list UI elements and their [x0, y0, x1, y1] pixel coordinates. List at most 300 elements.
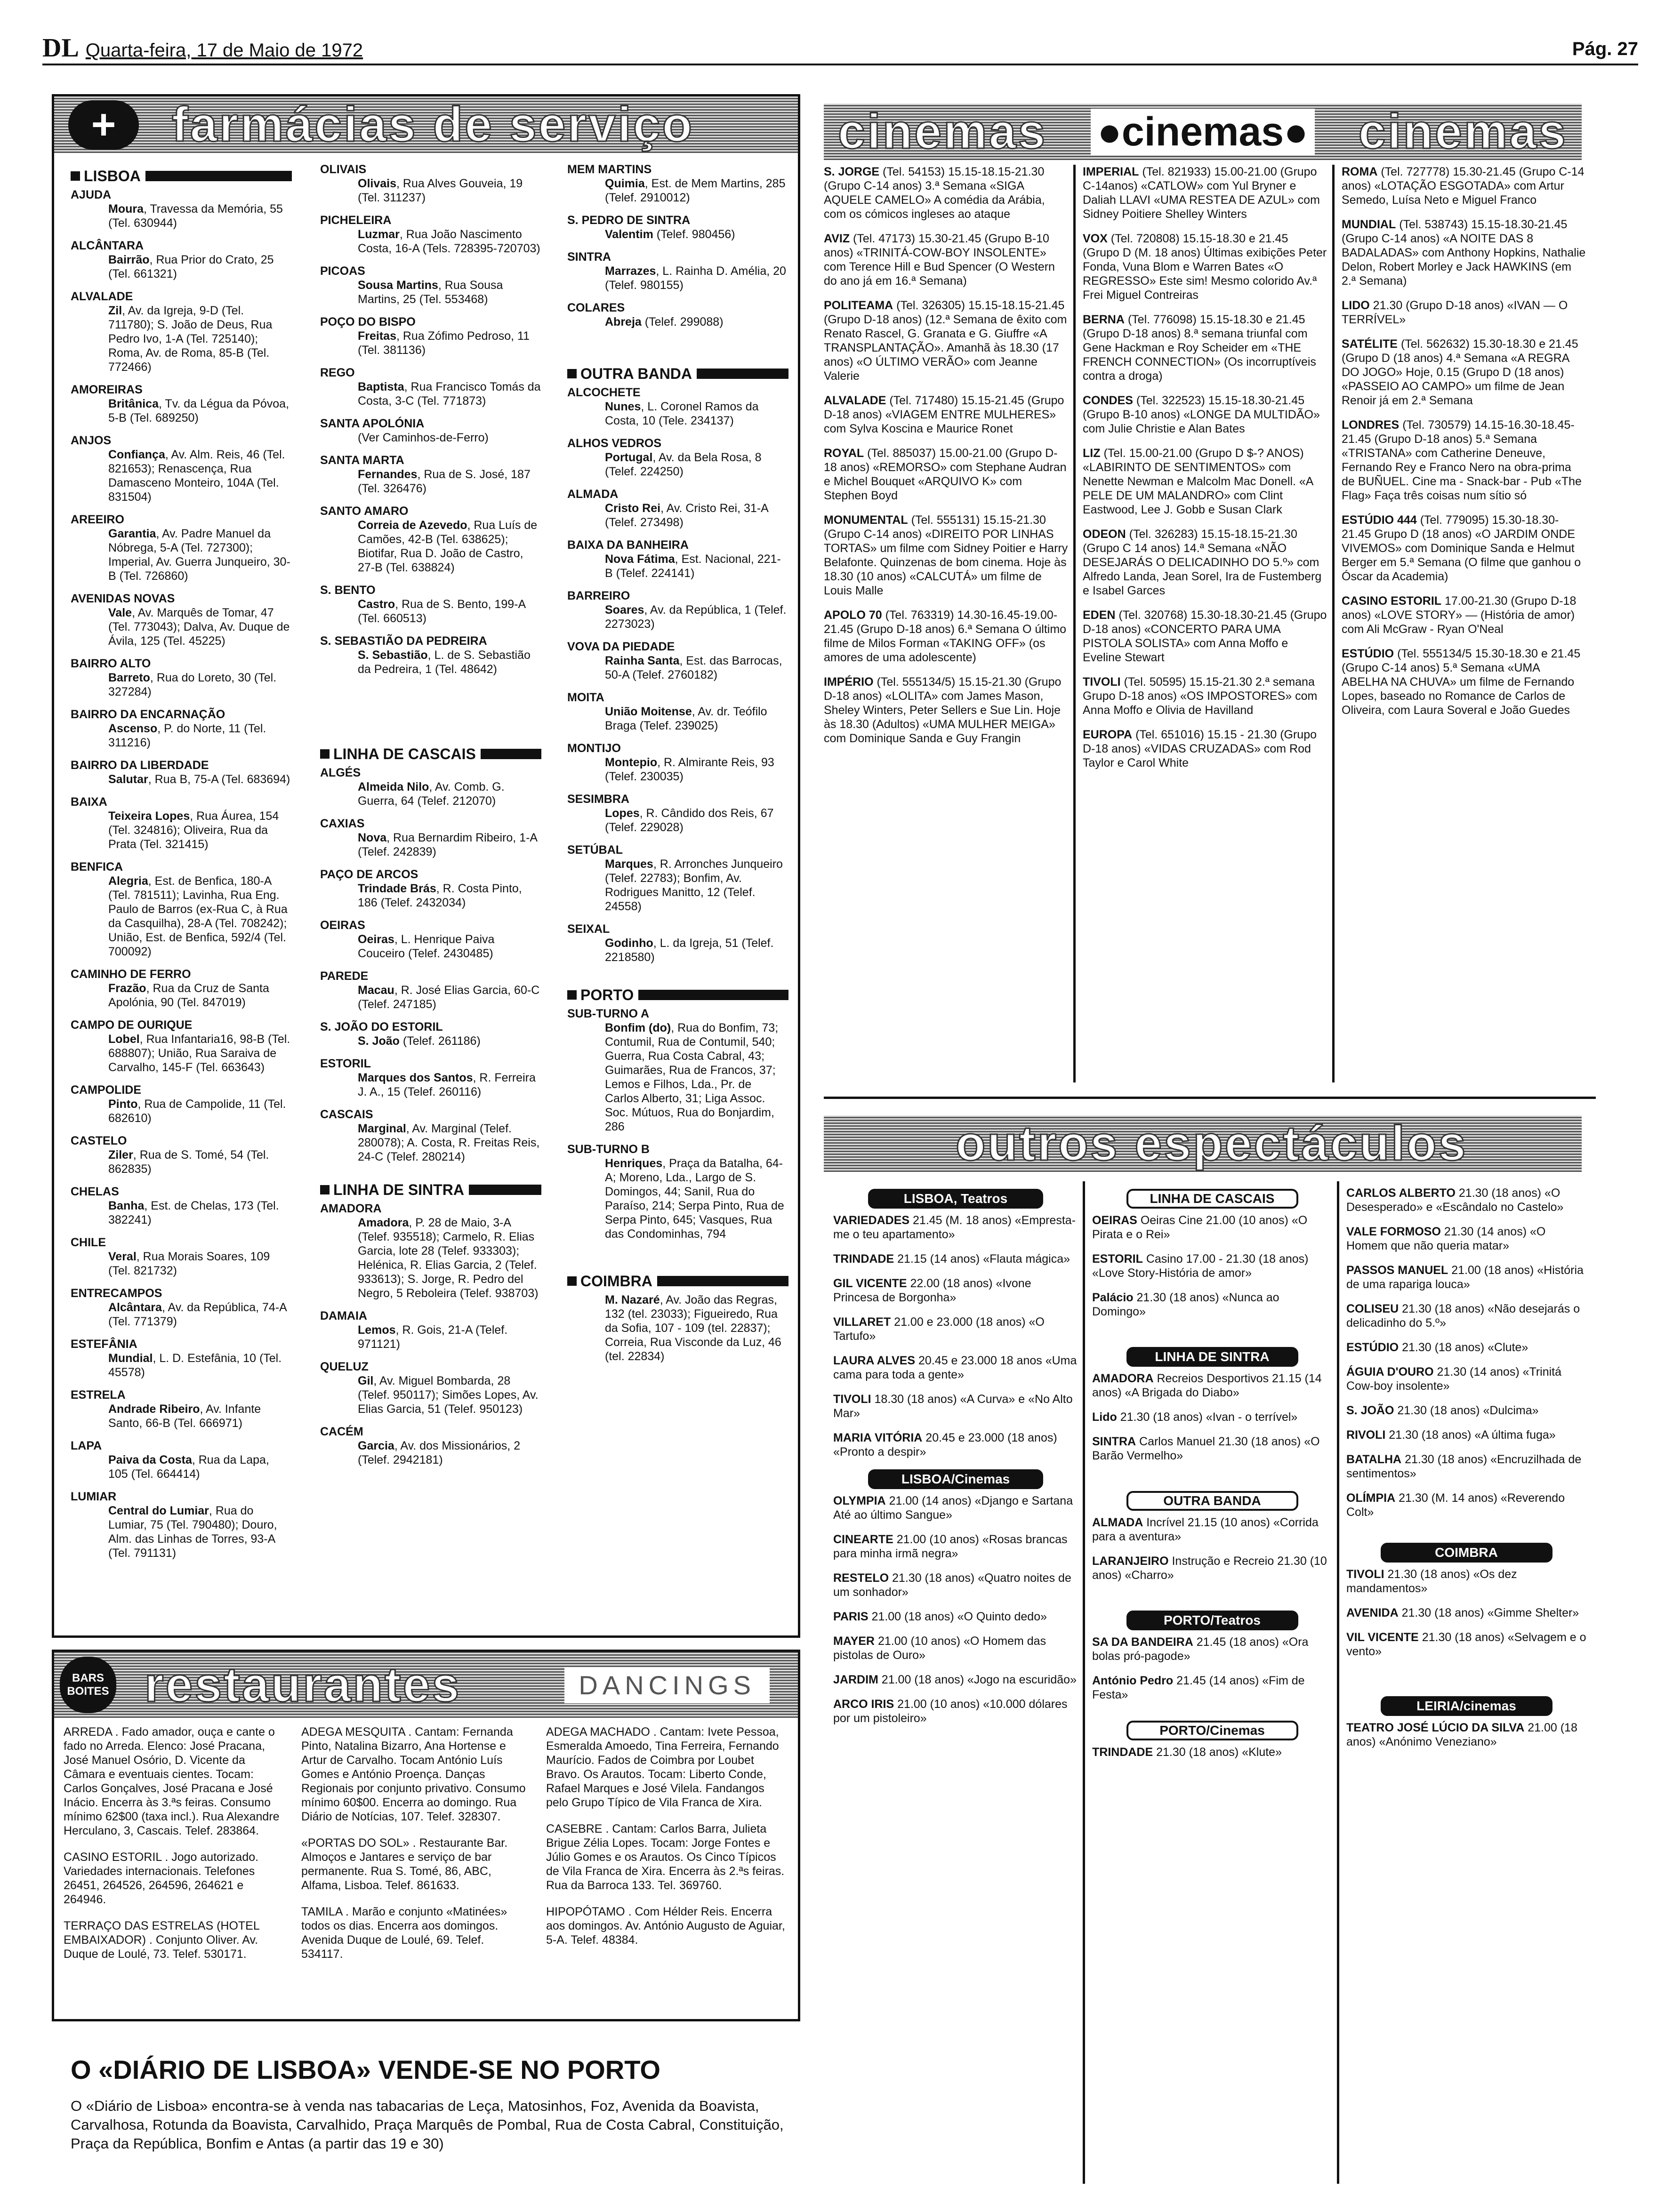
venue-name: ESTÚDIO: [1346, 1341, 1399, 1354]
pharmacy-detail: [71, 772, 292, 786]
locality: S. BENTO: [320, 584, 376, 597]
pharmacy-entry: [71, 758, 292, 786]
pharmacy-detail: [320, 467, 541, 496]
pharmacy-detail: [320, 831, 541, 859]
pharmacy-address: , Av. dos Missionários, 2 (Telef. 2942181): [358, 1439, 521, 1467]
listing-detail: 21.00 (18 anos) «Anónimo Veneziano»: [1346, 1721, 1577, 1748]
listing-detail: 21.30 (18 anos) «Quatro noites de um sonhador»: [833, 1571, 1071, 1599]
venue-name: António Pedro: [1092, 1674, 1174, 1687]
locality: SUB-TURNO A: [567, 1007, 650, 1020]
listing-detail: . Cantam: Fernanda Pinto, Natalina Bizarro, Ana Hortense e Artur de Carvalho. Tocam António Luís Gomes e António Proença. Danças Regionais por conjunto privativo. Consumo mínimo 60$00. Encerra ao domingo. Rua Diário de Notícias, 107. Telef. 328307.: [301, 1725, 526, 1823]
pharmacy-address: , Rua de S. Bento, 199-A (Tel. 660513): [358, 598, 525, 625]
pharmacy-name: Alegria: [108, 874, 148, 888]
listing-entry: [301, 1905, 527, 1961]
label-lisboa-teatros: LISBOA, Teatros: [868, 1189, 1043, 1209]
listing-entry: [1083, 313, 1327, 383]
locality: REGO: [320, 366, 355, 379]
pharmacy-name: Barreto: [108, 671, 150, 684]
locality: SANTA MARTA: [320, 454, 404, 467]
venue-name: VIL VICENTE: [1346, 1631, 1419, 1644]
pharmacy-detail: [567, 315, 788, 329]
pharmacy-address: , Av. Cristo Rei, 31-A (Telef. 273498): [605, 502, 768, 529]
pharmacy-name: Paiva da Costa: [108, 1453, 192, 1467]
pharmacy-address: (Telef. 261186): [399, 1034, 481, 1048]
pharmacy-entry: [567, 250, 788, 292]
pharmacy-address: , L. Henrique Paiva Couceiro (Telef. 2430485): [358, 933, 495, 960]
pharmacy-entry: [567, 538, 788, 580]
venue-name: POLITEAMA: [824, 299, 893, 312]
venue-name: JARDIM: [833, 1673, 878, 1686]
pharmacy-name: Confiança: [108, 448, 165, 461]
listing-entry: [1342, 165, 1586, 207]
listing-detail: (Tel. 763319) 14.30-16.45-19.00-21.45 (Grupo D-18 anos) 6.ª Semana O último filme de Milos Forman «TAKING OFF» (os amores de uma adolescente): [824, 609, 1067, 664]
pharmacy-entry: [71, 1490, 292, 1560]
pharmacy-address: , Rua Infantaria16, 98-B (Tel. 688807); União, Rua Saraiva de Carvalho, 145-F (Tel. 663643): [108, 1033, 290, 1074]
pharmacy-entry: [71, 707, 292, 750]
listing-entry: [1342, 337, 1586, 408]
divider: [1083, 1181, 1085, 2184]
venue-name: TRINDADE: [833, 1252, 894, 1266]
listing-detail: . Cantam: Carlos Barra, Julieta Brigue Zélia Lopes. Tocam: Jorge Fontes e Júlio Gomes e os Arautos. Os Cinco Típicos de Vila Franca de Xira. Encerra às 2.ªs feiras. Rua da Barroca 133. Tel. 369760.: [546, 1822, 785, 1892]
listing-entry: [824, 298, 1069, 383]
pharmacy-entry: [567, 589, 788, 631]
venue-name: VOX: [1083, 232, 1108, 245]
venue-name: TERRAÇO DAS ESTRELAS (HOTEL EMBAIXADOR): [64, 1919, 259, 1947]
listing-entry: [833, 1532, 1078, 1561]
venue-name: ESTÚDIO 444: [1342, 513, 1417, 527]
listing-entry: [64, 1919, 285, 1961]
listing-detail: (Tel. 47173) 15.30-21.45 (Grupo B-10 anos) «TRINITÁ-COW-BOY INSOLENTE» com Terence Hill e Bud Spencer (O Western do ano já em 16.ª Semana): [824, 232, 1055, 288]
pharmacy-entry: [320, 583, 541, 625]
listing-entry: [1342, 418, 1586, 503]
venue-name: IMPERIAL: [1083, 165, 1139, 178]
locality: AREEIRO: [71, 513, 124, 526]
pharmacy-name: Amadora: [358, 1216, 409, 1229]
listing-entry: [1342, 513, 1586, 584]
pharmacy-address: , Est. das Barrocas, 50-A (Telef. 2760182): [605, 654, 782, 681]
listing-detail: (Tel. 821933) 15.00-21.00 (Grupo C-14anos) «CATLOW» com Yul Bryner e Daliah LLAVI «UMA RESTEA DE AZUL» com Sidney Poitiere Shelley Winters: [1083, 165, 1320, 221]
venue-name: MAYER: [833, 1635, 875, 1648]
pharmacy-name: Castro: [358, 598, 395, 611]
locality: SINTRA: [567, 250, 611, 264]
pharmacy-detail: [320, 329, 541, 357]
pharmacy-detail: [567, 857, 788, 914]
pharmacy-address: , Rua Zófimo Pedroso, 11 (Tel. 381136): [358, 329, 530, 357]
pharmacy-entry: [320, 766, 541, 808]
cinemas-col-3: [1342, 165, 1586, 728]
pharmacy-detail: [71, 527, 292, 583]
listing-detail: 21.00 (10 anos) «O Homem das pistolas de Ouro»: [833, 1635, 1046, 1662]
pharmacy-address: , Rua Prior do Crato, 25 (Tel. 661321): [108, 253, 274, 281]
pharmacy-address: , Rua do Lumiar, 75 (Tel. 790480); Douro, Alm. das Linhas de Torres, 93-A (Tel. 791131): [108, 1504, 277, 1560]
pharmacy-address: , Rua João Nascimento Costa, 16-A (Tels. 728395-720703): [358, 228, 540, 255]
pharmacy-address: , R. Arronches Junqueiro (Telef. 22783); Bonfim, Av. Rodrigues Manitto, 12 (Telef. 24558): [605, 858, 783, 913]
venue-name: ESTORIL: [1092, 1252, 1143, 1266]
pharmacy-name: Cristo Rei: [605, 502, 661, 515]
venue-name: TIVOLI: [833, 1393, 871, 1406]
venue-name: TEATRO JOSÉ LÚCIO DA SILVA: [1346, 1721, 1525, 1734]
listing-detail: 21.30 (18 anos) «Encruzilhada de sentimentos»: [1346, 1453, 1582, 1480]
pharmacy-detail: [320, 780, 541, 808]
pharmacy-address: , Est. de Mem Martins, 285 (Telef. 2910012): [605, 177, 786, 204]
venue-name: AMADORA: [1092, 1372, 1154, 1385]
venue-name: OLÍMPIA: [1346, 1491, 1396, 1505]
section-coimbra: COIMBRA: [567, 1274, 788, 1288]
pharmacy-name: S. João: [358, 1034, 400, 1048]
listing-detail: (Tel. 322523) 15.15-18.30-21.45 (Grupo B-10 anos) «LONGE DA MULTIDÃO» com Julie Christie e Alan Bates: [1083, 394, 1320, 435]
pharmacy-name: Vale: [108, 606, 132, 619]
pharmacy-entry: [567, 843, 788, 914]
pharmacy-entry: [71, 795, 292, 851]
listing-detail: 21.30 (18 anos) «Selvagem e o vento»: [1346, 1631, 1586, 1658]
restaurantes-title: restaurantes: [145, 1657, 461, 1712]
locality: ALCÂNTARA: [71, 239, 144, 252]
pharmacy-entry: [320, 1360, 541, 1416]
pharmacy-entry: [320, 1057, 541, 1099]
pharmacy-address: , L. D. Estefânia, 10 (Tel. 45578): [108, 1352, 282, 1379]
locality: BAIRRO DA LIBERDADE: [71, 759, 209, 772]
pharmacy-name: Abreja: [605, 315, 642, 329]
listing-entry: [833, 1634, 1078, 1662]
outros-header: [824, 1115, 1582, 1172]
listing-detail: Casino 17.00 - 21.30 (18 anos) «Love Story-História de amor»: [1092, 1252, 1309, 1280]
listing-detail: 21.30 (Grupo D-18 anos) «IVAN — O TERRÍVEL»: [1342, 299, 1568, 326]
listing-entry: [824, 608, 1069, 665]
pharmacy-entry: [567, 922, 788, 964]
pharmacy-name: Ziler: [108, 1148, 133, 1162]
listing-detail: 21.00 (10 anos) «10.000 dólares por um pistoleiro»: [833, 1698, 1068, 1725]
venue-name: Palácio: [1092, 1291, 1134, 1304]
listing-entry: [833, 1697, 1078, 1725]
locality: LAPA: [71, 1439, 102, 1452]
locality: AVENIDAS NOVAS: [71, 592, 175, 605]
listing-detail: Instrução e Recreio 21.30 (10 anos) «Charro»: [1092, 1555, 1327, 1582]
locality: VOVA DA PIEDADE: [567, 640, 675, 653]
pharmacy-detail: [567, 264, 788, 292]
pharmacy-detail: [320, 1034, 541, 1048]
listing-detail: 21.45 (18 anos) «Ora bolas pró-pagode»: [1092, 1635, 1309, 1663]
listing-entry: [824, 165, 1069, 221]
label-coimbra: COIMBRA: [1381, 1543, 1552, 1563]
locality: BAIRRO DA ENCARNAÇÃO: [71, 708, 225, 721]
masthead-rule: [42, 64, 1638, 65]
pharmacy-entry: [567, 1007, 788, 1134]
notice-text: O «Diário de Lisboa» encontra-se à venda nas tabacarias de Leça, Matosinhos, Foz, Avenida da Boavista, Carvalhosa, Rotunda da Boavista, Carvalhido, Praça Marquês de Pombal, Rua de Costa Cabral, Constituição, Praça da República, Bonfim e Antas (a partir das 19 e 30): [71, 2098, 784, 2152]
pharmacy-detail: [320, 882, 541, 910]
outros-col-3: [1346, 1186, 1586, 1759]
listing-entry: [546, 1905, 786, 1947]
pharmacy-detail: [320, 983, 541, 1011]
listing-entry: [1092, 1674, 1332, 1702]
venue-name: LIZ: [1083, 447, 1101, 460]
venue-name: VILLARET: [833, 1315, 891, 1329]
pharmacy-detail: [71, 202, 292, 230]
pharmacy-entry: [71, 1185, 292, 1227]
listing-entry: [1083, 232, 1327, 302]
venue-name: RESTELO: [833, 1571, 889, 1585]
pharmacy-name: Henriques: [605, 1157, 663, 1170]
locality: S. PEDRO DE SINTRA: [567, 214, 691, 227]
pharmacy-address: , Rua de Campolide, 11 (Tel. 682610): [108, 1098, 286, 1125]
listing-detail: 21.00 (10 anos) «Rosas brancas para minha irmã negra»: [833, 1533, 1068, 1560]
pharmacy-address: , Rua Alves Gouveia, 19 (Tel. 311237): [358, 177, 523, 204]
listing-detail: 21.30 (18 anos) «Nunca ao Domingo»: [1092, 1291, 1279, 1318]
listing-detail: (Tel. 730579) 14.15-16.30-18.45-21.45 (Grupo D-18 anos) 5.ª Semana «TRISTANA» com Catherine Deneuve, Fernando Rey e Franco Nero na obra-prima de BUÑUEL. Cine ma - Snack-bar - Pub «The Flag» Faça três coisas num sítio só: [1342, 418, 1582, 502]
pharmacy-entry: [320, 315, 541, 357]
pharmacy-name: Nova: [358, 831, 387, 844]
locality: OEIRAS: [320, 919, 365, 932]
farmacias-col-3: [567, 162, 788, 1372]
pharmacy-detail: [71, 1300, 292, 1329]
pharmacy-address: , Av. Marginal (Telef. 280078); A. Costa, R. Freitas Reis, 24-C (Telef. 280214): [358, 1122, 540, 1163]
listing-detail: (Tel. 50595) 15.15-21.30 2.ª semana Grupo D-18 anos) «OS IMPOSTORES» com Anna Moffo e Olivia de Havilland: [1083, 675, 1318, 717]
listing-detail: Carlos Manuel 21.30 (18 anos) «O Barão Vermelho»: [1092, 1435, 1320, 1462]
locality: ALVALADE: [71, 290, 133, 303]
listing-detail: 21.30 (18 anos) «Gimme Shelter»: [1401, 1606, 1579, 1619]
pharmacy-name: Marques dos Santos: [358, 1071, 473, 1084]
listing-entry: [1092, 1515, 1332, 1544]
locality: SESIMBRA: [567, 793, 629, 806]
farmacias-col-2: [320, 162, 541, 1475]
listing-entry: [1346, 1365, 1586, 1393]
locality: SETÚBAL: [567, 843, 623, 857]
venue-name: SA DA BANDEIRA: [1092, 1635, 1193, 1649]
pharmacy-detail: [71, 1453, 292, 1481]
pharmacy-address: , R. Almirante Reis, 93 (Telef. 230035): [605, 756, 774, 783]
pharmacy-name: Britânica: [108, 397, 159, 410]
listing-entry: [1092, 1745, 1332, 1759]
venue-name: ALVALADE: [824, 394, 886, 407]
pharmacy-entry: [71, 188, 292, 230]
locality: S. SEBASTIÃO DA PEDREIRA: [320, 634, 487, 648]
venue-name: ADEGA MACHADO: [546, 1725, 650, 1739]
venue-name: ALMADA: [1092, 1516, 1143, 1529]
locality: ALCOCHETE: [567, 386, 641, 399]
pharmacy-address: , Rua B, 75-A (Tel. 683694): [148, 773, 290, 786]
listing-detail: 21.30 (M. 14 anos) «Reverendo Colt»: [1346, 1491, 1565, 1519]
venue-name: AVIZ: [824, 232, 850, 245]
listing-entry: [833, 1315, 1078, 1343]
pharmacy-detail: [320, 597, 541, 625]
pharmacy-address: , Av. Comb. G. Guerra, 64 (Telef. 212070): [358, 780, 505, 808]
divider: [1337, 1181, 1339, 2184]
listing-detail: 21.30 (18 anos) «Dulcima»: [1397, 1404, 1539, 1417]
listing-entry: [824, 232, 1069, 288]
pharmacy-address: , R. Gois, 21-A (Telef. 971121): [358, 1323, 508, 1351]
pharmacy-address: , Rua da Lapa, 105 (Tel. 664414): [108, 1453, 269, 1481]
locality: ESTRELA: [71, 1388, 126, 1402]
listing-detail: 21.15 (14 anos) «Flauta mágica»: [897, 1252, 1070, 1266]
locality: BAIXA DA BANHEIRA: [567, 538, 689, 552]
pharmacy-name: Garantia: [108, 527, 156, 540]
pharmacy-detail: [567, 400, 788, 428]
listing-detail: . Fado amador, ouça e cante o fado no Arreda. Elenco: José Pracana, José Manuel Osório, D. Vicente da Câmara e eventuais cientes. Tocam: Carlos Gonçalves, José Pracana e José Inácio. Encerra às 3.ªs feiras. Consumo mínimo 62$00 (taxa incl.). Rua Alexandre Herculano, 3, Cascais. Telef. 283864.: [64, 1725, 280, 1837]
label-linha-sintra: LINHA DE SINTRA: [1126, 1347, 1298, 1367]
page-number: Pág. 27: [1572, 39, 1638, 59]
locality: POÇO DO BISPO: [320, 315, 416, 329]
locality: ANJOS: [71, 434, 112, 447]
pharmacy-entry: [567, 1293, 788, 1363]
venue-name: CONDES: [1083, 394, 1133, 407]
pharmacy-entry: [320, 1425, 541, 1467]
pharmacy-detail: [71, 397, 292, 425]
listing-detail: . Jogo autorizado. Variedades internacionais. Telefones 26451, 264526, 264596, 264621 e 264946.: [64, 1851, 259, 1906]
pharmacy-entry: [320, 453, 541, 496]
listing-entry: [833, 1392, 1078, 1420]
locality: AMADORA: [320, 1202, 382, 1215]
pharmacy-entry: [567, 1142, 788, 1241]
listing-detail: (Tel. 562632) 15.30-18.30 e 21.45 (Grupo D (18 anos) 4.ª Semana «A REGRA DO JOGO» Hoje, 0.15 (Grupo D (18 anos) «PASSEIO AO CAMPO» um filme de Jean Renoir já em 2.ª Semana: [1342, 337, 1578, 407]
pharmacy-detail: [567, 176, 788, 205]
venue-name: EDEN: [1083, 609, 1116, 622]
pharmacy-address: , P. do Norte, 11 (Tel. 311216): [108, 722, 266, 749]
venue-name: PASSOS MANUEL: [1346, 1264, 1448, 1277]
pharmacy-name: Lobel: [108, 1033, 140, 1046]
outros-title: outros espectáculos: [956, 1116, 1468, 1171]
pharmacy-address: , Av. da República, 1 (Telef. 2273023): [605, 603, 787, 631]
listing-entry: [1092, 1554, 1332, 1582]
listing-detail: 21.30 (14 anos) «Trinitá Cow-boy insolente»: [1346, 1365, 1562, 1393]
section-cascais: LINHA DE CASCAIS: [320, 747, 541, 761]
listing-entry: [824, 675, 1069, 745]
pharmacy-address: , R. José Elias Garcia, 60-C (Telef. 247185): [358, 984, 540, 1011]
venue-name: S. JOÃO: [1346, 1404, 1394, 1417]
pharmacy-entry: [71, 1388, 292, 1430]
listing-detail: 21.00 (18 anos) «História de uma rapariga louca»: [1346, 1264, 1584, 1291]
pharmacy-entry: [71, 1286, 292, 1329]
listing-entry: [1346, 1340, 1586, 1354]
listing-entry: [1346, 1428, 1586, 1442]
locality: CASTELO: [71, 1134, 127, 1147]
locality: CHILE: [71, 1236, 106, 1249]
locality: MONTIJO: [567, 742, 621, 755]
locality: AMOREIRAS: [71, 383, 143, 396]
cinemas-rule: [824, 1097, 1596, 1099]
restaurantes-col-3: [546, 1725, 786, 1959]
pharmacy-detail: [567, 1021, 788, 1134]
locality: ESTORIL: [320, 1057, 371, 1070]
venue-name: MONUMENTAL: [824, 513, 908, 527]
pharmacy-entry: [320, 918, 541, 961]
listing-entry: [833, 1610, 1078, 1624]
venue-name: TAMILA: [301, 1905, 343, 1918]
venue-name: «PORTAS DO SOL»: [301, 1836, 410, 1850]
pharmacy-entry: [567, 690, 788, 733]
pharmacy-address: , P. 28 de Maio, 3-A (Telef. 935518); Carmelo, R. Elias Garcia, lote 28 (Telef. 933303); Helénica, R. Elias Garcia, 2 (Telef. 933613); S. Jorge, R. Pedro del Negro, 5 Reboleira (Telef. 938703): [358, 1216, 539, 1300]
listing-entry: [1346, 1263, 1586, 1291]
venue-name: ARCO IRIS: [833, 1698, 894, 1711]
pharmacy-address: , Av. da Bela Rosa, 8 (Telef. 224250): [605, 451, 762, 478]
listing-detail: (Tel. 720808) 15.15-18.30 e 21.45 (Grupo D (M. 18 anos) Últimas exibições Peter Fonda, Vuna Blom e Warren Bates «O REGRESSO» Este sim! Mesmo colorido Av.ª Frei Miguel Contreiras: [1083, 232, 1327, 302]
venue-name: IMPÉRIO: [824, 675, 874, 689]
pharmacy-entry: [71, 1018, 292, 1074]
venue-name: ROYAL: [824, 447, 864, 460]
venue-name: BERNA: [1083, 313, 1125, 326]
locality: PAÇO DE ARCOS: [320, 868, 418, 881]
pharmacy-entry: [567, 213, 788, 241]
pharmacy-address: , Rua Francisco Tomás da Costa, 3-C (Tel. 771873): [358, 380, 541, 408]
locality: BENFICA: [71, 860, 123, 874]
pharmacy-detail: [320, 1216, 541, 1300]
pharmacy-entry: [567, 385, 788, 428]
venue-name: MARIA VITÓRIA: [833, 1431, 923, 1444]
pharmacy-address: , Av. da República, 74-A (Tel. 771379): [108, 1301, 287, 1328]
pharmacy-detail: [71, 1504, 292, 1560]
listing-entry: [1346, 1302, 1586, 1330]
cinemas-title-left: cinemas: [838, 104, 1047, 159]
pharmacy-entry: [71, 967, 292, 1010]
outros-col-2: [1092, 1181, 1332, 1770]
locality: SUB-TURNO B: [567, 1143, 650, 1156]
pharmacy-detail: [320, 380, 541, 408]
pharmacy-name: Alcântara: [108, 1301, 162, 1314]
locality: CAMPO DE OURIQUE: [71, 1018, 193, 1032]
section-lisboa: LISBOA: [71, 169, 292, 183]
listing-entry: [833, 1354, 1078, 1382]
pharmacy-address: , Tv. da Légua da Póvoa, 5-B (Tel. 689250): [108, 397, 290, 425]
listing-detail: (Tel. 555134/5) 15.15-21.30 (Grupo D-18 anos) «LOLITA» com James Mason, Sheley Winters, Peter Sellers e Sue Lin. Hoje às 18.30 (Adultos) «UMA MULHER MEIGA» com Dominique Sanda e Guy Frangin: [824, 675, 1062, 745]
listing-entry: [833, 1213, 1078, 1242]
venue-name: ÁGUIA D'OURO: [1346, 1365, 1434, 1378]
pharmacy-entry: [320, 1020, 541, 1048]
pharmacy-address: , Rua de S. Tomé, 54 (Tel. 862835): [108, 1148, 269, 1176]
pharmacy-detail: [71, 721, 292, 750]
listing-detail: (Tel. 326283) 15.15-18.15-21.30 (Grupo C 14 anos) 14.ª Semana «NÃO DESEJARÁS O DELICADINHO DO 5.º» com Alfredo Landa, Jean Sorel, Ira de Fustemberg e Isabel Garces: [1083, 528, 1322, 597]
locality: PICOAS: [320, 264, 365, 278]
locality: MEM MARTINS: [567, 163, 652, 176]
venue-name: TIVOLI: [1346, 1568, 1384, 1581]
pharmacy-entry: [567, 792, 788, 834]
listing-entry: [833, 1431, 1078, 1459]
cinemas-col-2: [1083, 165, 1327, 780]
listing-detail: . Marão e conjunto «Matinées» todos os dias. Encerra aos domingos. Avenida Duque de Loulé, 69. Telef. 534117.: [301, 1905, 507, 1961]
pharmacy-detail: [567, 936, 788, 964]
venue-name: EUROPA: [1083, 728, 1133, 741]
pharmacy-name: Garcia: [358, 1439, 394, 1452]
venue-name: LARANJEIRO: [1092, 1555, 1169, 1568]
pharmacy-detail: [71, 1402, 292, 1430]
pharmacy-entry: [71, 239, 292, 281]
pharmacy-entry: [71, 657, 292, 699]
pharmacy-address: , Av. Padre Manuel da Nóbrega, 5-A (Tel. 727300); Imperial, Av. Guerra Junqueiro, 30-B (Tel. 726860): [108, 527, 290, 583]
label-outra-banda: OUTRA BANDA: [1126, 1491, 1298, 1511]
listing-detail: (Tel. 651016) 15.15 - 21.30 (Grupo D-18 anos) «VIDAS CRUZADAS» com Rod Taylor e Carol White: [1083, 728, 1317, 769]
pharmacy-address: , Est. de Benfica, 180-A (Tel. 781511); Lavinha, Rua Eng. Paulo de Barros (ex-Rua C, à Rua da Casquilha), 28-A (Tel. 708242); União, Est. de Benfica, 592/4 (Tel. 700092): [108, 874, 288, 958]
label-porto-cinemas: PORTO/Cinemas: [1126, 1721, 1298, 1740]
listing-detail: 21.30 (18 anos) «O Desesperado» e «Escândalo no Castelo»: [1346, 1186, 1564, 1214]
listing-detail: 17.00-21.30 (Grupo D-18 anos) «LOVE STORY» — (História de amor) com Ali McGraw - Ryan O'Neal: [1342, 594, 1577, 636]
listing-entry: [833, 1571, 1078, 1599]
pharmacy-detail: [71, 1148, 292, 1176]
listing-detail: . Com Hélder Reis. Encerra aos domingos. Av. António Augusto de Aguiar, 5-A. Telef. 48384.: [546, 1905, 785, 1947]
pharmacy-address: , Rua Bernardim Ribeiro, 1-A (Telef. 242839): [358, 831, 537, 858]
listing-entry: [833, 1276, 1078, 1305]
venue-name: LAURA ALVES: [833, 1354, 916, 1367]
locality: COLARES: [567, 301, 625, 314]
cinemas-header: [824, 104, 1582, 160]
pharmacy-entry: [71, 433, 292, 504]
pharmacy-address: , Est. de Chelas, 173 (Tel. 382241): [108, 1199, 279, 1226]
listing-entry: [546, 1822, 786, 1892]
locality: CAMINHO DE FERRO: [71, 968, 191, 981]
pharmacy-detail: [71, 1199, 292, 1227]
venue-name: OLYMPIA: [833, 1494, 886, 1507]
listing-detail: (Tel. 538743) 15.15-18.30-21.45 (Grupo C-14 anos) «A NOITE DAS 8 BADALADAS» com Anthony Hopkins, Nathalie Delon, Robert Morley e Jack HAWKINS (em 2.ª Semana): [1342, 218, 1586, 288]
pharmacy-name: Valentim: [605, 228, 653, 241]
listing-entry: [1346, 1452, 1586, 1481]
pharmacy-name: Bonfim (do): [605, 1021, 671, 1034]
pharmacy-address: , R. Costa Pinto, 186 (Telef. 2432034): [358, 882, 522, 909]
